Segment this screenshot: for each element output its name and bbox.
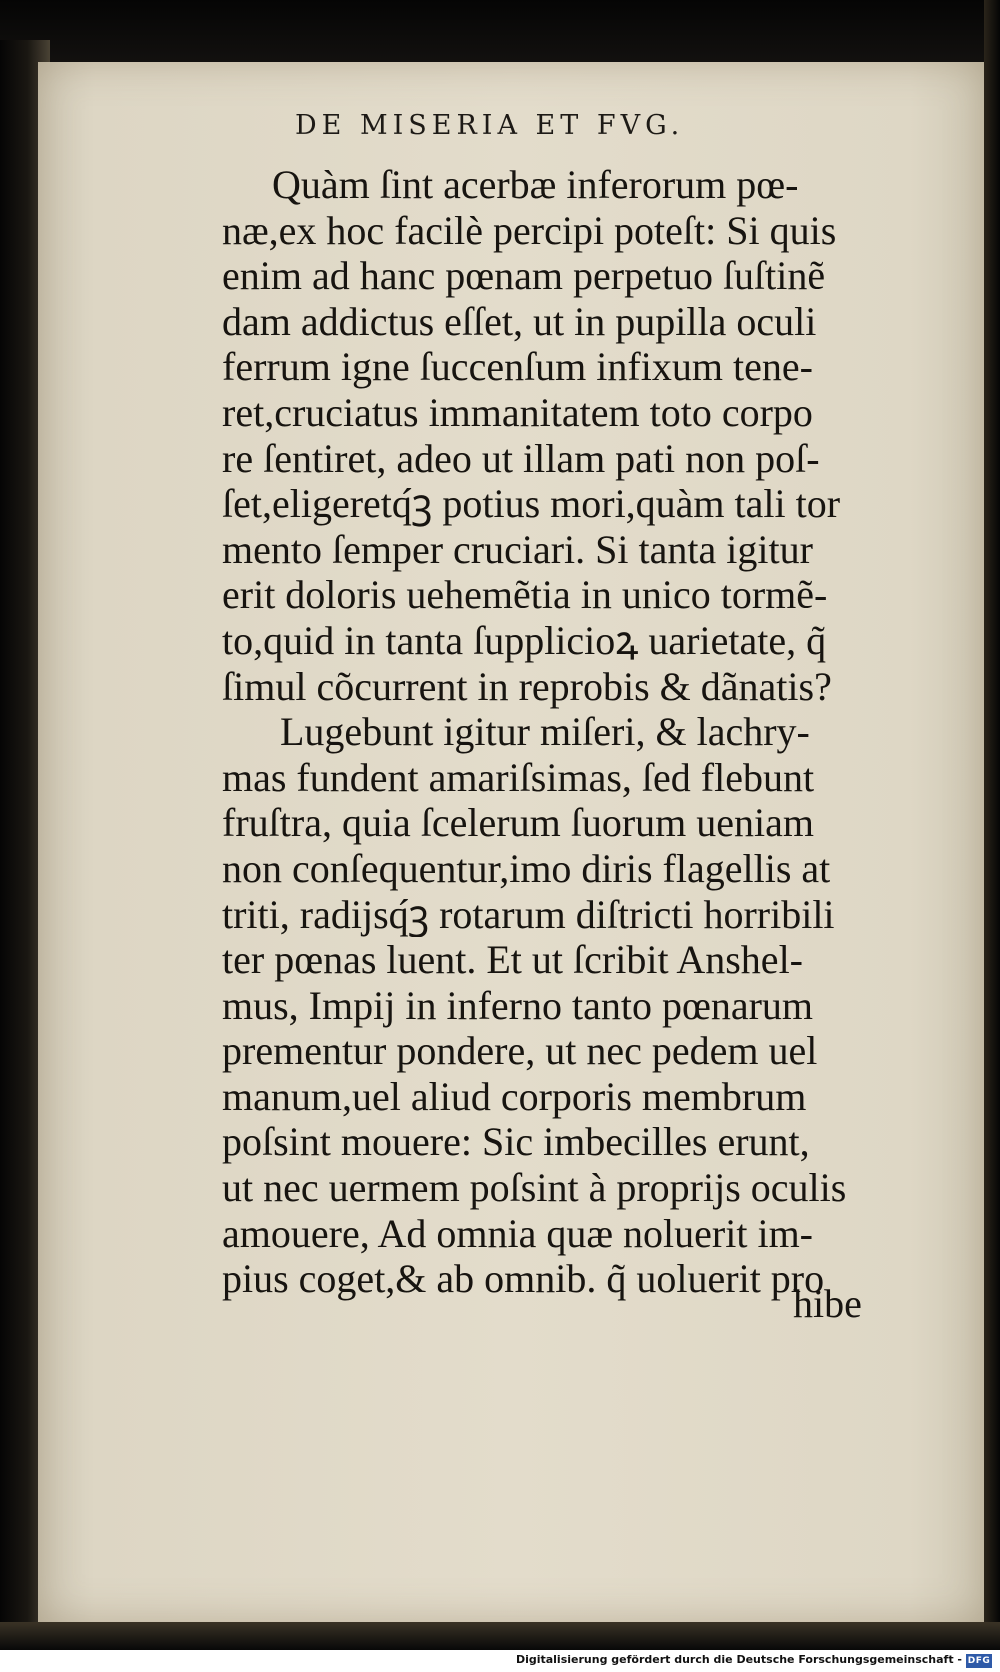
text-line: prementur pondere, ut nec pedem uel [222,1028,818,1074]
bottom-edge [0,1622,1000,1650]
text-line: ſimul cõcurrent in reprobis & dãnatis? [222,663,832,709]
body-text [222,162,882,1302]
top-edge [0,0,1000,70]
text-line: mento ſemper cruciari. Si tanta igitur [222,526,813,572]
text-line: mas fundent amariſsimas, ſed flebunt [222,754,815,800]
text-line: ret,cruciatus immanitatem toto corpo [222,389,813,435]
digitization-credit: Digitalisierung gefördert durch die Deutsche Forschungsgemeinschaft - [515,1653,962,1666]
catchword: hibe [793,1281,862,1326]
text-line: dam addictus eſſet, ut in pupilla oculi [222,298,817,344]
text-line: manum,uel aliud corporis membrum [222,1073,807,1119]
text-line: erit doloris uehemẽtia in unico tormẽ- [222,572,828,618]
text-line: re ſentiret, adeo ut illam pati non poſ- [222,435,820,481]
text-line: ferrum igne ſuccenſum infixum tene- [222,344,813,390]
text-line: næ,ex hoc facilè percipi poteſt: Si quis [222,207,837,253]
text-line: ut nec uermem poſsint à proprijs oculis [222,1165,847,1211]
text-line: ſet,eligeretq́ꝫ potius mori,quàm tali tor [222,481,841,527]
text-line: non conſequentur,imo diris flagellis at [222,845,831,891]
text-line: mus, Impij in inferno tanto pœnarum [222,982,814,1028]
text-line: Lugebunt igitur miſeri, & lachry- [280,709,810,755]
text-line: to,quid in tanta ſupplicioꝝ uarietate, q̃ [222,617,827,663]
text-line: triti, radijsq́ꝫ rotarum diſtricti horribili [222,891,835,937]
digitization-credit-bar [0,1650,1000,1672]
text-line: amouere, Ad omnia quæ noluerit im- [222,1210,813,1256]
running-head: DE MISERIA ET FVG. [295,110,685,141]
text-line: enim ad hanc pœnam perpetuo ſuſtinẽ [222,253,826,299]
text-line: pius coget,& ab omnib. q̃ uoluerit pro [222,1256,825,1302]
right-edge [984,0,1000,1672]
text-line: poſsint mouere: Sic imbecilles erunt, [222,1119,810,1165]
dfg-logo-icon: DFG [967,1656,991,1666]
text-line: ter pœnas luent. Et ut ſcribit Anshel- [222,937,803,983]
text-line: fruſtra, quia ſcelerum ſuorum ueniam [222,800,815,846]
text-line: Quàm ſint acerbæ inferorum pœ- [272,162,799,207]
